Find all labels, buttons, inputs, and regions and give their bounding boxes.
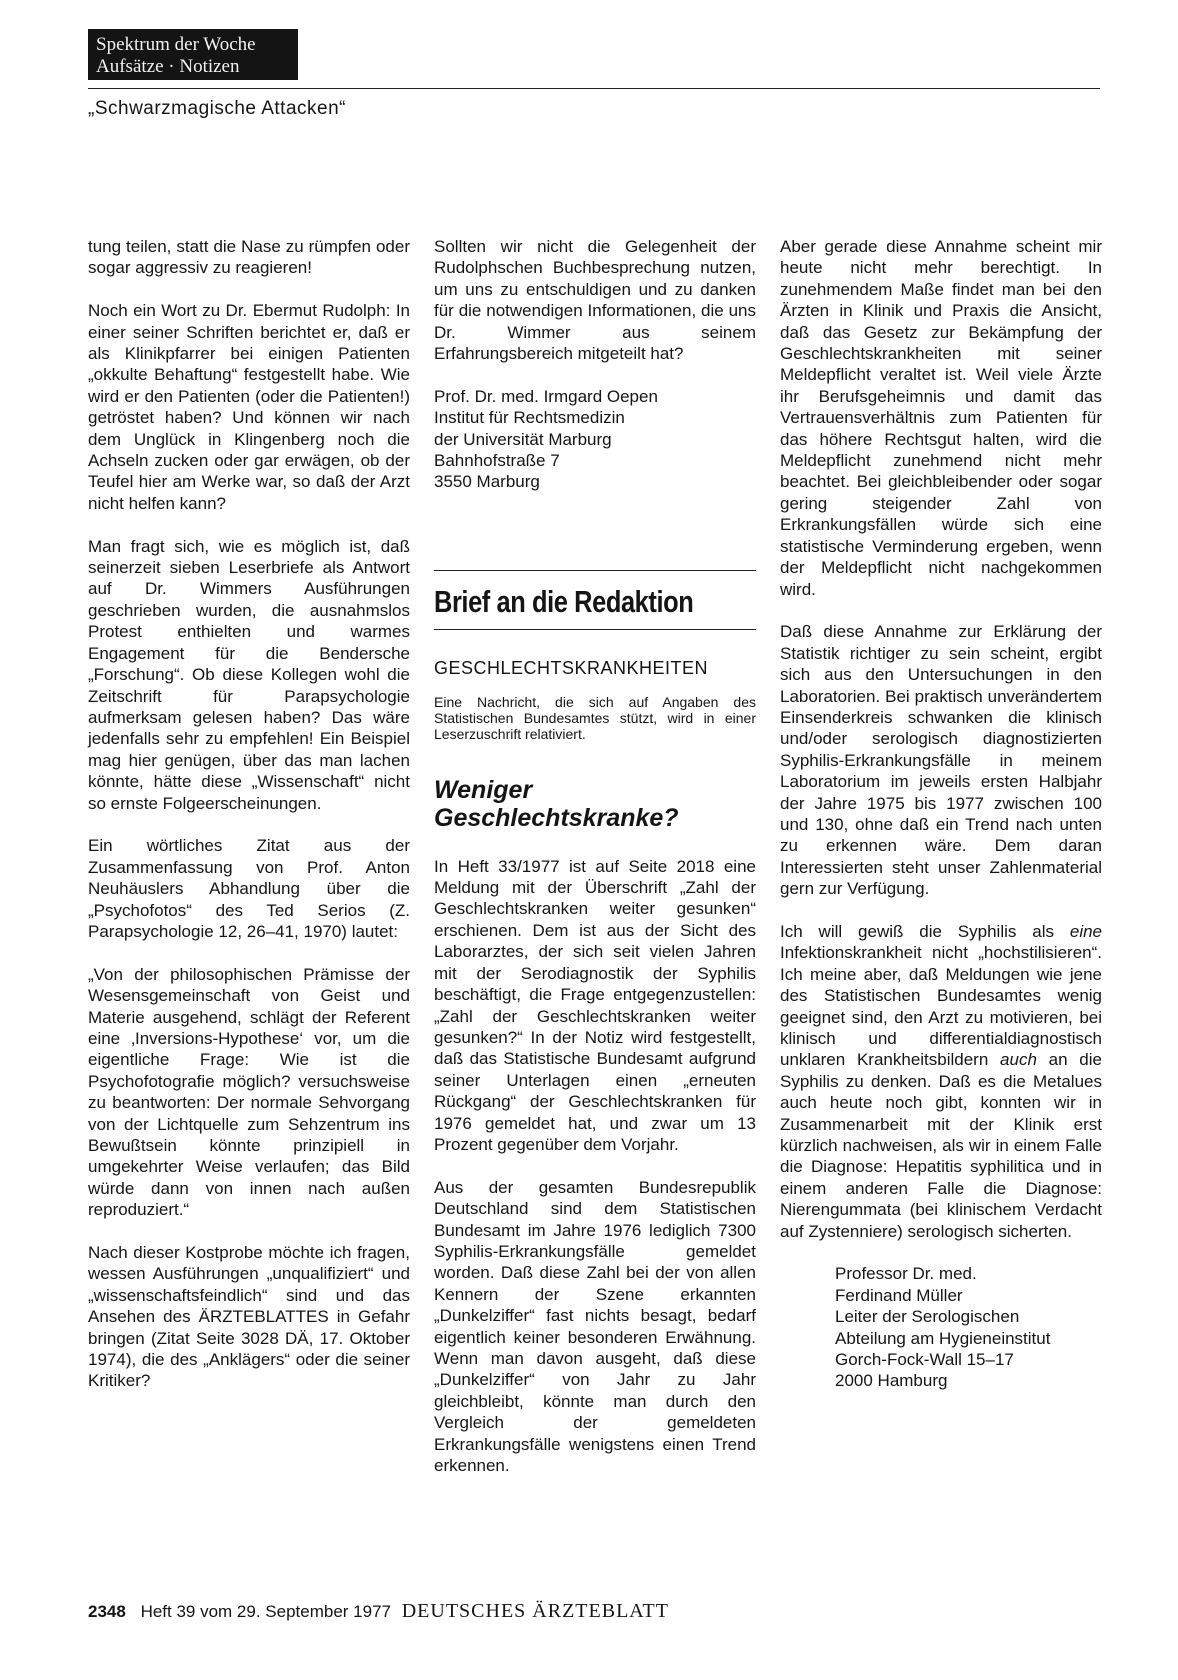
section-heading: Brief an die Redaktion bbox=[434, 584, 694, 620]
paragraph: Ein wörtliches Zitat aus der Zusammenfassung von Prof. Anton Neuhäuslers Abhandlung über die „Psychofotos“ des Ted Serios (Z. Parapsychologie 12, 26–41, 1970) lautet: bbox=[88, 836, 410, 941]
address-line: Professor Dr. med. bbox=[835, 1264, 977, 1284]
paragraph: Daß diese Annahme zur Erklärung der Statistik richtiger zu sein scheint, ergibt sich aus den Untersuchungen in den Laboratorien. Bei praktisch unverändertem Einsenderkreis schwanken die klinisch und/oder serologisch diagnostizierten Syphilis-Erkrankungsfälle in meinem Laboratorium im jeweils ersten Halbjahr der Jahre 1975 bis 1977 zwischen 100 und 130, ohne daß ein Trend nach unten zu erkennen wäre. Dem daran Interessierten steht unser Zahlenmaterial gern zur Verfügung. bbox=[780, 622, 1102, 899]
column-2 bbox=[434, 236, 756, 1498]
text-run: Ich will gewiß die Syphilis als bbox=[780, 921, 1070, 941]
section-badge bbox=[88, 29, 298, 80]
address-line: Leiter der Serologischen bbox=[835, 1307, 1020, 1327]
magazine-name: DEUTSCHES ÄRZTEBLATT bbox=[401, 1600, 669, 1622]
badge-line-1: Spektrum der Woche bbox=[96, 34, 256, 55]
address-line: Institut für Rechtsmedizin bbox=[434, 408, 625, 428]
page-number: 2348 bbox=[88, 1602, 126, 1621]
address-line: Prof. Dr. med. Irmgard Oepen bbox=[434, 386, 658, 406]
lead-text: Eine Nachricht, die sich auf Angaben des Statistischen Bundesamtes stützt, wird in einer Leserzuschrift relativiert. bbox=[434, 693, 756, 742]
address-line: Ferdinand Müller bbox=[835, 1285, 963, 1305]
paragraph: Man fragt sich, wie es möglich ist, daß seinerzeit sieben Leserbriefe als Antwort auf Dr. Wimmers Ausführungen geschrieben wurden, die ausnahmslos Protest enthielten und warmes Engagement für die Bendersche „Forschung“. Ob diese Kollegen wohl die Zeitschrift für Parapsychologie aufmerksam gelesen haben? Das wäre jedenfalls sehr zu empfehlen! Ein Beispiel mag hier genügen, über das man lachen könnte, hätte diese „Wissenschaft“ nicht so ernste Folgeerscheinungen. bbox=[88, 536, 410, 813]
paragraph: Noch ein Wort zu Dr. Ebermut Rudolph: In einer seiner Schriften berichtet er, daß er als Klinikpfarrer bei einigen Patienten „okkulte Behaftung“ festgestellt habe. Wie wird er den Patienten (oder die Patienten!) getröstet haben? Und können wir nach dem Unglück in Klingenberg noch die Achseln zucken oder gar erwägen, ob der Teufel hier am Werke war, so daß der Arzt nicht helfen kann? bbox=[88, 301, 410, 513]
emphasis: eine bbox=[1069, 921, 1102, 941]
issue-info: Heft 39 vom 29. September 1977 bbox=[140, 1602, 391, 1621]
article-subheading bbox=[434, 776, 756, 832]
paragraph: Aus der gesamten Bundesrepublik Deutschland sind dem Statistischen Bundesamt im Jahre 1976 lediglich 7300 Syphilis-Erkrankungsfälle gemeldet worden. Daß diese Zahl bei der von allen Kennern der Szene erkannten „Dunkelziffer“ fast nichts besagt, bedarf eigentlich keiner besonderen Erwähnung. Wenn man davon ausgeht, daß diese „Dunkelziffer“ von Jahr zu Jahr gleichbleibt, könnte man durch den Vergleich der gemeldeten Erkrankungsfälle wenigstens einen Trend erkennen. bbox=[434, 1177, 756, 1476]
paragraph: In Heft 33/1977 ist auf Seite 2018 eine Meldung mit der Überschrift „Zahl der Geschlechtskranken weiter gesunken“ erschienen. Dem ist aus der Sicht des Laborarztes, der sich seit vielen Jahren mit der Serodiagnostik der Syphilis beschäftigt, die Frage entgegenzustellen: „Zahl der Geschlechtskranken weiter gesunken?“ In der Notiz wird festgestellt, daß das Statistische Bundesamt aufgrund seiner Unterlagen einen „erneuten Rückgang“ der Geschlechtskranken für 1976 gemeldet hat, und zwar um 13 Prozent gegenüber dem Vorjahr. bbox=[434, 856, 756, 1154]
text-run: Infektionskrankheit nicht „hochstilisieren“. Ich meine aber, daß Meldungen wie jene des Statistischen Bundesamtes wenig geeignet sind, den Arzt zu motivieren, bei klinisch und differentialdiagnostisch unklaren Krankheitsbildern bbox=[780, 943, 1102, 1070]
author-address-2 bbox=[835, 1263, 1102, 1391]
section-rule-bottom bbox=[434, 629, 756, 630]
header-rule bbox=[88, 88, 1100, 89]
address-line: Gorch-Fock-Wall 15–17 bbox=[835, 1350, 1014, 1370]
section-rule-top bbox=[434, 570, 756, 571]
page-footer bbox=[88, 1600, 669, 1623]
rubric: GESCHLECHTSKRANKHEITEN bbox=[434, 658, 709, 679]
paragraph: tung teilen, statt die Nase zu rümpfen oder sogar aggressiv zu reagieren! bbox=[88, 237, 410, 278]
address-line: Abteilung am Hygieneinstitut bbox=[835, 1328, 1051, 1348]
text-run: an die Syphilis zu denken. Daß es die Metalues auch heute noch gibt, konnten wir in Zusammenarbeit mit der Klinik erst kürzlich nachweisen, als wir in einem Falle die Diagnose: Hepatitis syphilitica und in einem anderen Falle die Diagnose: Nierengummata (bei klinischem Verdacht auf Zystenniere) serologisch sicherten. bbox=[780, 1050, 1102, 1241]
badge-line-2: Aufsätze · Notizen bbox=[96, 56, 240, 77]
address-line: der Universität Marburg bbox=[434, 429, 612, 449]
subheading-line: Weniger bbox=[434, 775, 533, 804]
column-3 bbox=[780, 236, 1102, 1392]
address-line: Bahnhofstraße 7 bbox=[434, 451, 560, 471]
column-1 bbox=[88, 236, 410, 1413]
emphasis: auch bbox=[1000, 1050, 1037, 1070]
paragraph: Aber gerade diese Annahme scheint mir heute nicht mehr berechtigt. In zunehmendem Maße findet man bei den Ärzten in Klinik und Praxis die Ansicht, daß das Gesetz zur Bekämpfung der Geschlechtskrankheiten mit seiner Meldepflicht veraltet ist. Weil viele Ärzte ihr Berufsgeheimnis und damit das Vertrauensverhältnis zum Patienten für das höhere Rechtsgut halten, wird die Meldepflicht zunehmend nicht mehr beachtet. Bei gleichbleibender oder sogar gering steigender Zahl von Erkrankungsfällen würde sich eine statistische Verminderung ergeben, wenn der Meldepflicht nicht nachgekommen wird. bbox=[780, 237, 1102, 599]
running-title: „Schwarzmagische Attacken“ bbox=[88, 98, 346, 119]
quote-paragraph: „Von der philosophischen Prämisse der Wesensgemeinschaft von Geist und Materie ausgehend, schlägt der Referent eine ‚Inversions-Hypothese‘ vor, um die eigentliche Frage: Wie ist die Psychofotografie möglich? versuchsweise zu beantworten: Der normale Sehvorgang von der Lichtquelle zum Sehzentrum ins Bewußtsein könnte prinzipiell in umgekehrter Weise verlaufen; das Bild würde dann von innen nach außen reproduziert.“ bbox=[88, 964, 410, 1220]
address-line: 2000 Hamburg bbox=[835, 1371, 948, 1391]
paragraph: Sollten wir nicht die Gelegenheit der Rudolphschen Buchbesprechung nutzen, um uns zu entschuldigen und zu danken für die notwendigen Informationen, die uns Dr. Wimmer aus seinem Erfahrungsbereich mitgeteilt hat? bbox=[434, 237, 756, 364]
paragraph bbox=[780, 921, 1102, 1242]
subheading-line: Geschlechtskranke? bbox=[434, 803, 679, 832]
address-line: 3550 Marburg bbox=[434, 472, 540, 492]
paragraph: Nach dieser Kostprobe möchte ich fragen, wessen Ausführungen „unqualifiziert“ und „wissenschaftsfeindlich“ sind und das Ansehen des ÄRZTEBLATTES in Gefahr bringen (Zitat Seite 3028 DÄ, 17. Oktober 1974), die des „Anklägers“ oder die seiner Kritiker? bbox=[88, 1243, 410, 1391]
